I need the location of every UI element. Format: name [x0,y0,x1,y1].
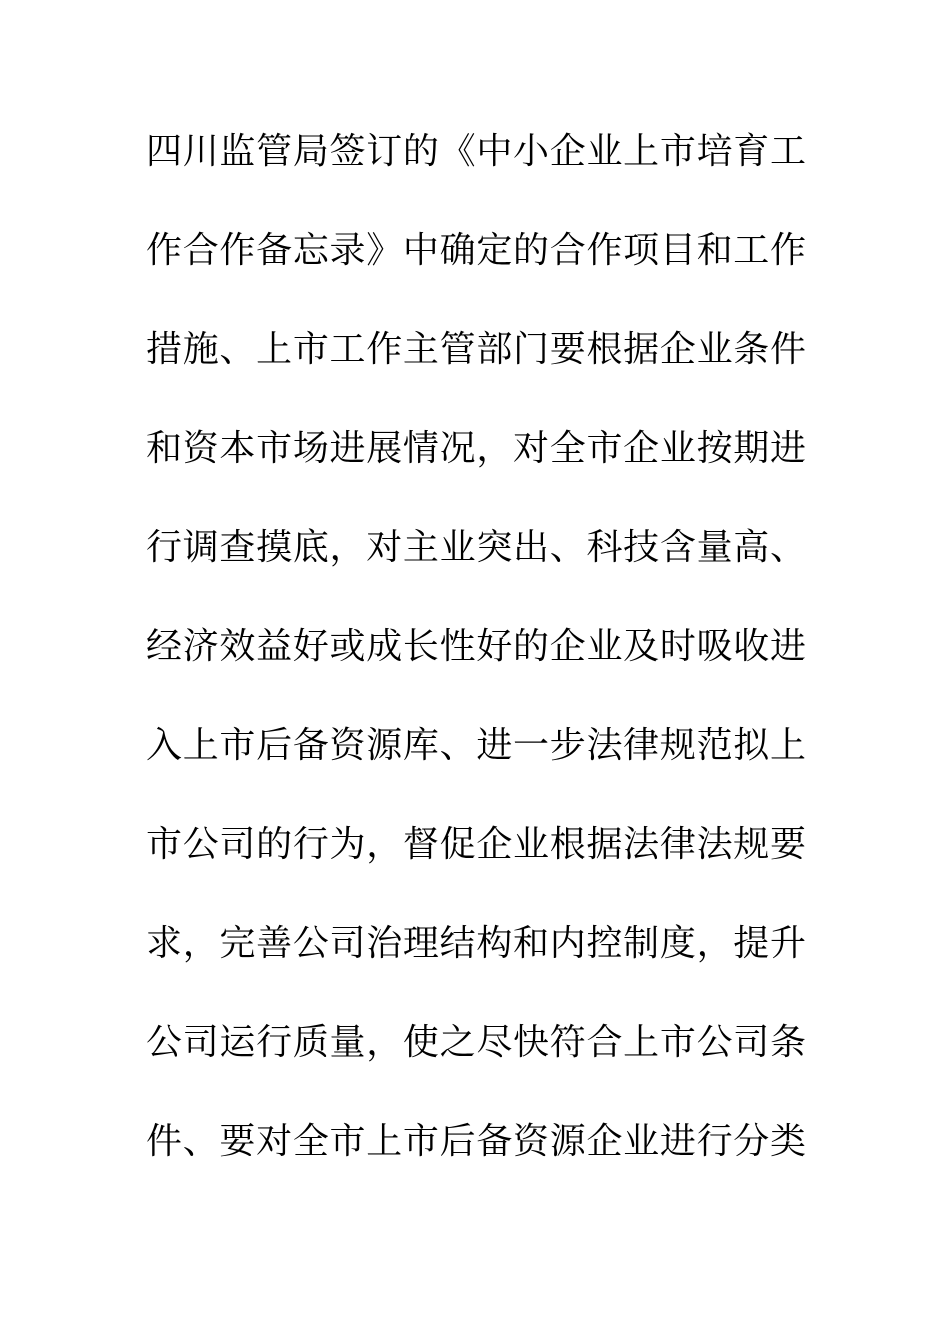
text-line-4: 和资本市场进展情况，对全市企业按期进 [146,428,806,469]
text-line-9: 求，完善公司治理结构和内控制度，提升 [146,923,806,964]
text-line-3: 措施、上市工作主管部门要根据企业条件 [146,329,806,370]
text-line-2: 作合作备忘录》中确定的合作项目和工作 [146,230,806,271]
text-line-10: 公司运行质量，使之尽快符合上市公司条 [146,1022,806,1063]
body-text [146,126,806,1215]
text-line-7: 入上市后备资源库、进一步法律规范拟上 [146,725,806,766]
text-line-1: 四川监管局签订的《中小企业上市培育工 [146,131,806,172]
text-line-11: 件、要对全市上市后备资源企业进行分类 [146,1121,806,1162]
text-line-8: 市公司的行为，督促企业根据法律法规要 [146,824,806,865]
text-line-5: 行调查摸底，对主业突出、科技含量高、 [146,527,806,568]
text-line-6: 经济效益好或成长性好的企业及时吸收进 [146,626,806,667]
